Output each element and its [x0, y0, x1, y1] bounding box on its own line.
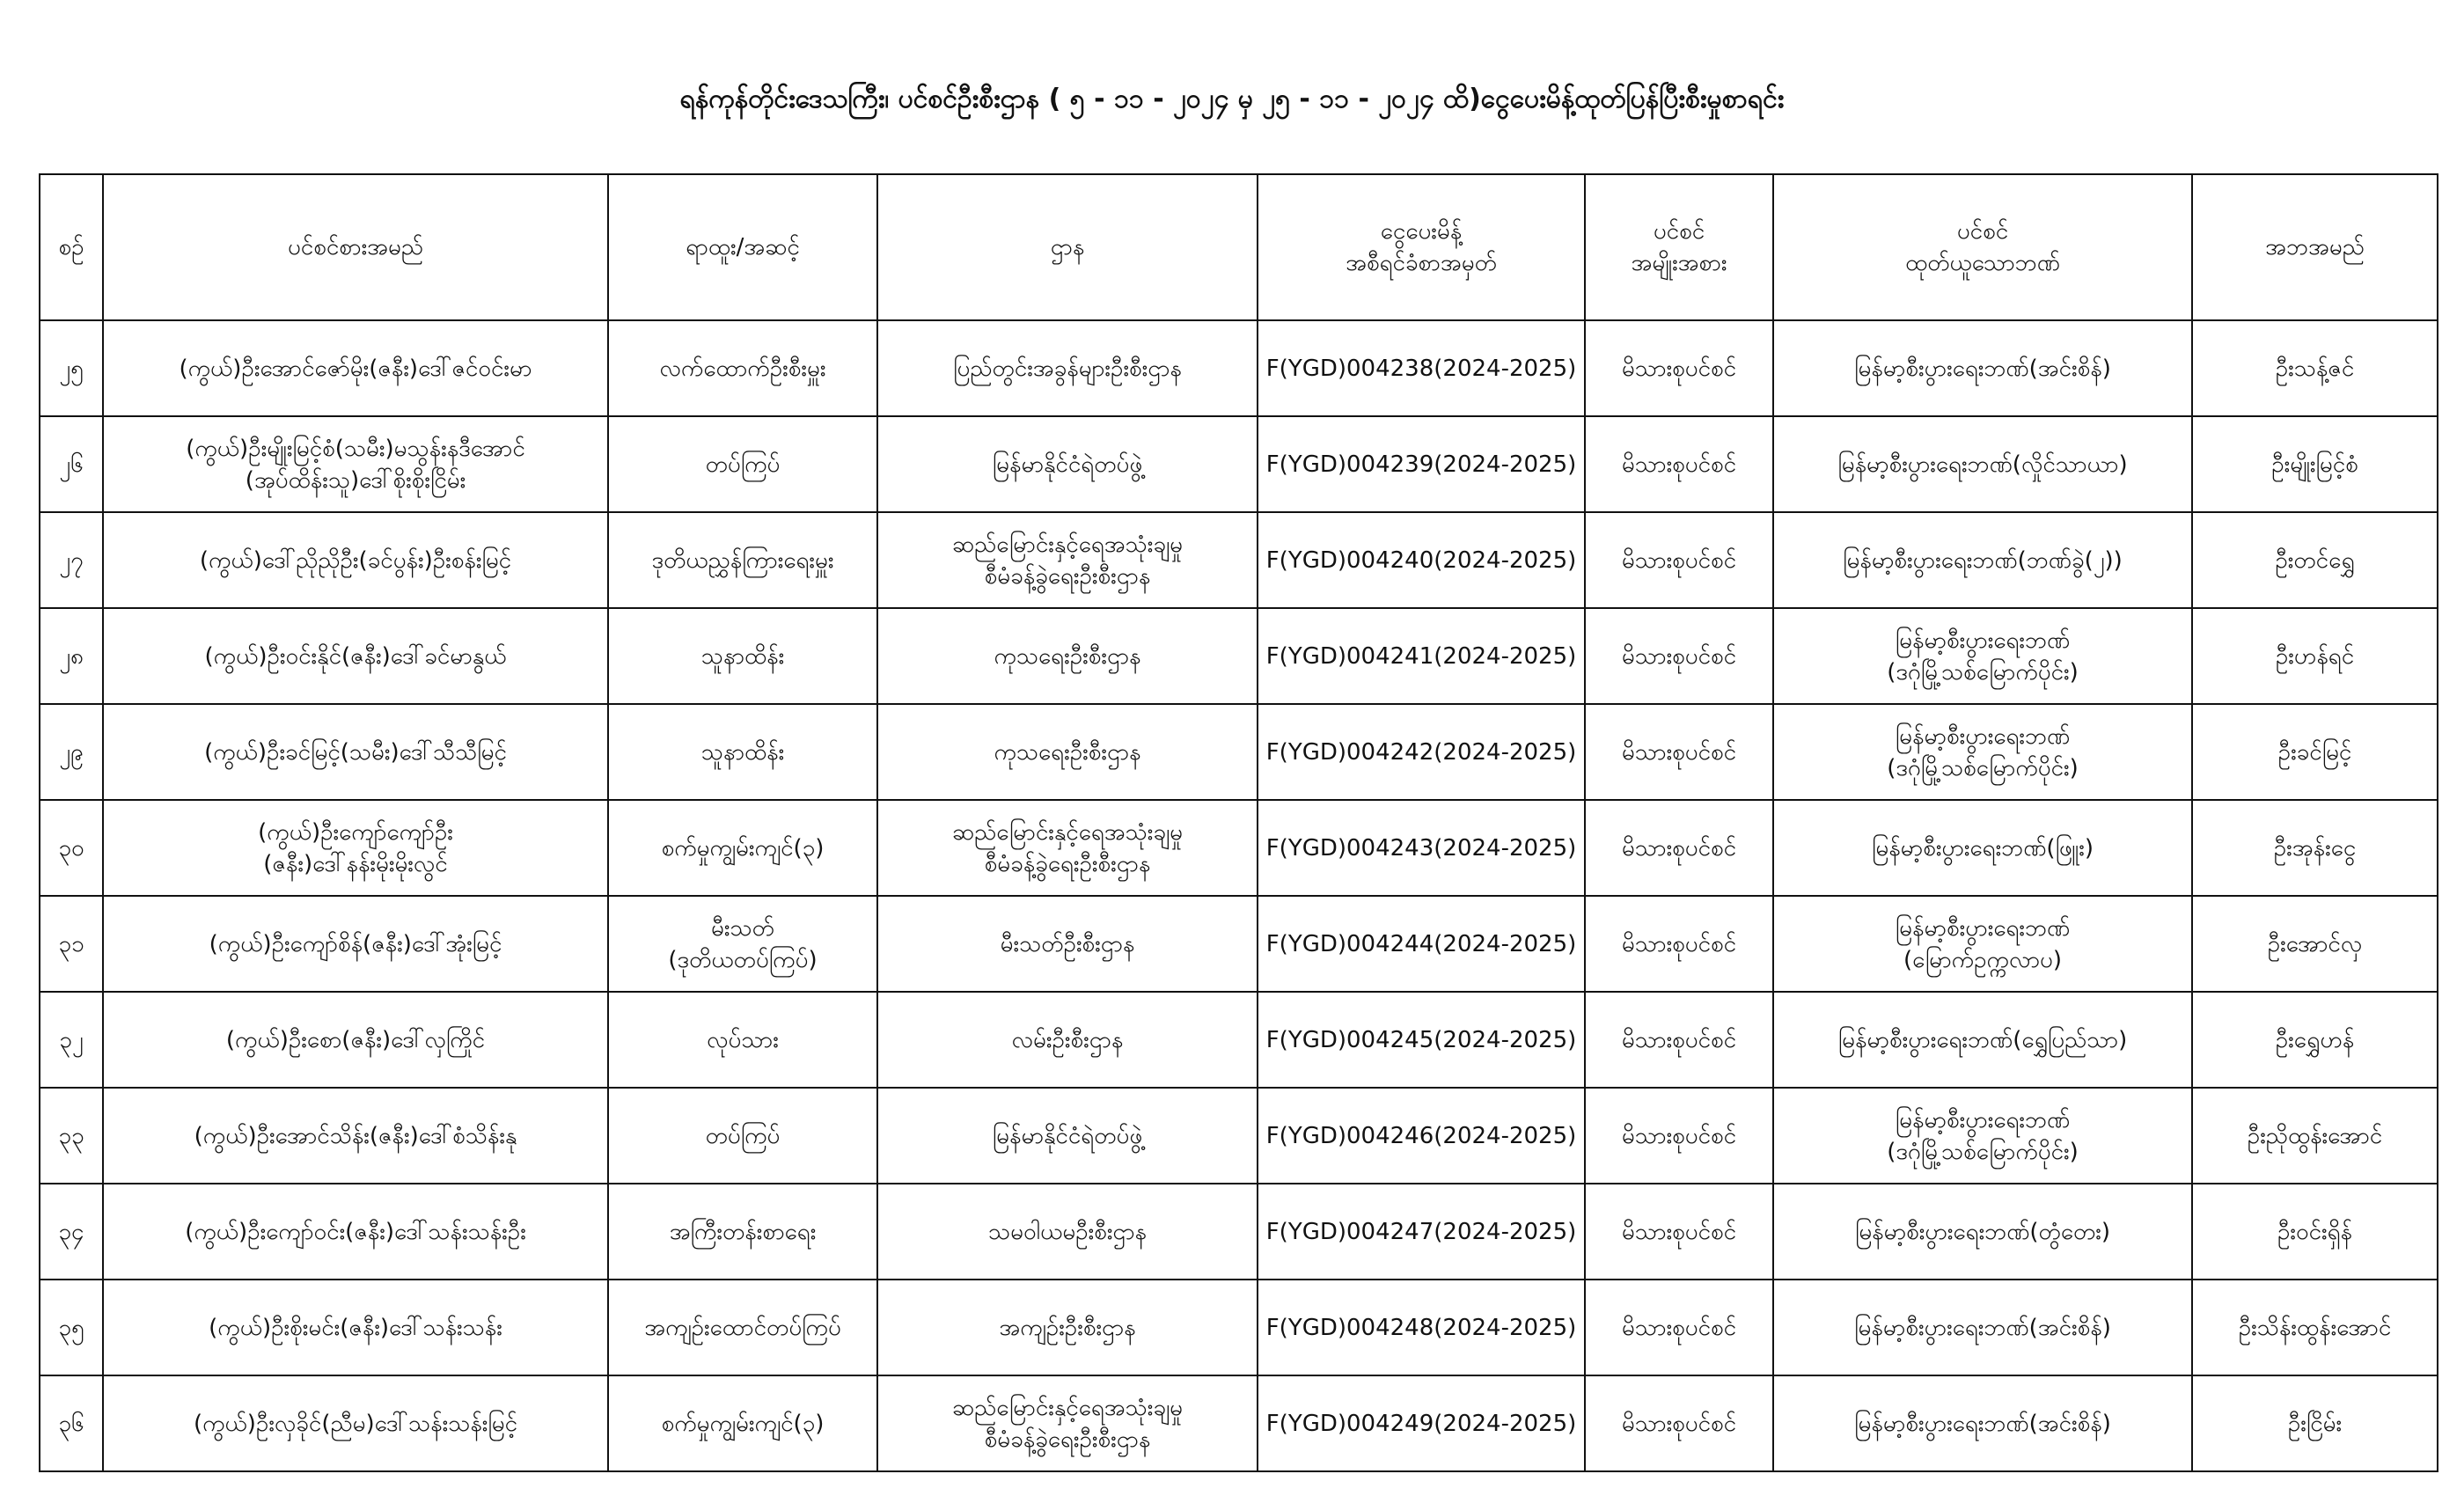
cell-type: မိသားစုပင်စင်	[1585, 992, 1773, 1088]
cell-line: (ကွယ်)ဦးကျော်စိန်(ဇနီး)ဒေါ်အုံးမြင့်	[209, 930, 502, 957]
cell-bank	[1773, 416, 2192, 512]
cell-dept	[877, 1184, 1258, 1280]
cell-no: ၃၀	[40, 800, 103, 896]
cell-bank	[1773, 608, 2192, 704]
cell-name	[103, 416, 608, 512]
cell-line: (ကွယ်)ဦးလှခိုင်(ညီမ)ဒေါ်သန်းသန်းမြင့်	[193, 1410, 518, 1437]
header-order	[1258, 174, 1585, 320]
header-line: ရာထူး/အဆင့်	[686, 234, 800, 260]
cell-line: မြန်မာ့စီးပွားရေးဘဏ်(အင်းစိန်)	[1854, 1410, 2111, 1437]
cell-order: F(YGD)004249(2024-2025)	[1258, 1375, 1585, 1471]
cell-name	[103, 608, 608, 704]
cell-type: မိသားစုပင်စင်	[1585, 320, 1773, 416]
cell-line: မြန်မာ့စီးပွားရေးဘဏ်(ရွှေပြည်သာ)	[1837, 1026, 2128, 1053]
cell-line: (ကွယ်)ဦးကျော်ဝင်း(ဇနီး)ဒေါ်သန်းသန်းဦး	[185, 1218, 526, 1245]
cell-line: စီမံခန့်ခွဲရေးဦးစီးဌာန	[984, 1426, 1151, 1453]
header-line: အစီရင်ခံစာအမှတ်	[1346, 250, 1497, 276]
cell-bank	[1773, 992, 2192, 1088]
table-row	[40, 608, 2438, 704]
header-no	[40, 174, 103, 320]
cell-type: မိသားစုပင်စင်	[1585, 512, 1773, 608]
cell-rank	[608, 992, 877, 1088]
cell-ref: ဦးမျိုးမြင့်စံ	[2192, 416, 2438, 512]
cell-line: စီမံခန့်ခွဲရေးဦးစီးဌာန	[984, 850, 1151, 877]
table-body	[40, 320, 2438, 1471]
header-line: စဉ်	[58, 234, 84, 260]
cell-ref: ဦးခင်မြင့်	[2192, 704, 2438, 800]
cell-rank	[608, 1184, 877, 1280]
header-line: ငွေပေးမိန့်	[1380, 218, 1463, 245]
cell-line: စက်မှုကျွမ်းကျင်(၃)	[661, 1410, 825, 1437]
cell-ref: ဦးသန့်ဇင်	[2192, 320, 2438, 416]
cell-ref: ဦးဟန်ရင်	[2192, 608, 2438, 704]
cell-bank	[1773, 320, 2192, 416]
cell-line: မီးသတ်	[711, 914, 774, 942]
cell-dept	[877, 992, 1258, 1088]
cell-line: (ကွယ်)ဦးစော(ဇနီး)ဒေါ်လှကြိုင်	[225, 1026, 486, 1053]
cell-no: ၂၈	[40, 608, 103, 704]
cell-ref: ဦးသိန်းထွန်းအောင်	[2192, 1280, 2438, 1375]
cell-line: (ကွယ်)ဦးစိုးမင်း(ဇနီး)ဒေါ်သန်းသန်း	[209, 1314, 502, 1341]
cell-line: (ဇနီး)ဒေါ်နန်းမိုးမိုးလွင်	[263, 850, 448, 877]
cell-line: (ကွယ်)ဦးဝင်းနိုင်(ဇနီး)ဒေါ်ခင်မာနွယ်	[204, 642, 507, 670]
cell-order: F(YGD)004239(2024-2025)	[1258, 416, 1585, 512]
cell-ref: ဦးညိုထွန်းအောင်	[2192, 1088, 2438, 1184]
cell-order: F(YGD)004246(2024-2025)	[1258, 1088, 1585, 1184]
cell-rank	[608, 1375, 877, 1471]
cell-bank	[1773, 512, 2192, 608]
cell-order: F(YGD)004245(2024-2025)	[1258, 992, 1585, 1088]
cell-line: သူနာထိန်း	[700, 642, 785, 670]
cell-rank	[608, 1088, 877, 1184]
cell-line: အကျဉ်းဦးစီးဌာန	[999, 1314, 1136, 1341]
cell-line: (ကွယ်)ဦးခင်မြင့်(သမီး)ဒေါ်သီသီမြင့်	[204, 738, 507, 766]
header-line: ဌာန	[1050, 234, 1085, 260]
cell-no: ၃၄	[40, 1184, 103, 1280]
table-row	[40, 1088, 2438, 1184]
cell-line: ကုသရေးဦးစီးဌာန	[994, 642, 1141, 670]
table-row	[40, 704, 2438, 800]
cell-line: မြန်မာနိုင်ငံရဲတပ်ဖွဲ့	[992, 451, 1143, 478]
cell-line: ဒုတိယညွှန်ကြားရေးမှူး	[651, 546, 834, 574]
pension-table	[39, 173, 2438, 1472]
cell-name	[103, 1088, 608, 1184]
cell-line: မြန်မာ့စီးပွားရေးဘဏ်(ဘဏ်ခွဲ(၂))	[1843, 546, 2123, 574]
cell-type: မိသားစုပင်စင်	[1585, 1280, 1773, 1375]
cell-no: ၃၁	[40, 896, 103, 992]
cell-no: ၂၅	[40, 320, 103, 416]
cell-bank	[1773, 1088, 2192, 1184]
cell-rank	[608, 704, 877, 800]
cell-line: (အုပ်ထိန်းသူ)ဒေါ်စိုးစိုးငြိမ်း	[245, 466, 466, 494]
cell-no: ၂၆	[40, 416, 103, 512]
cell-line: လမ်းဦးစီးဌာန	[1011, 1026, 1124, 1053]
cell-ref: ဦးတင်ရွှေ	[2192, 512, 2438, 608]
cell-dept	[877, 608, 1258, 704]
table-row	[40, 992, 2438, 1088]
cell-line: (မြောက်ဥက္ကလာပ)	[1903, 946, 2063, 973]
cell-dept	[877, 1375, 1258, 1471]
cell-line: ပြည်တွင်းအခွန်များဦးစီးဌာန	[953, 355, 1182, 382]
cell-line: အကျဉ်းထောင်တပ်ကြပ်	[644, 1314, 841, 1341]
cell-type: မိသားစုပင်စင်	[1585, 896, 1773, 992]
cell-bank	[1773, 800, 2192, 896]
cell-bank	[1773, 1375, 2192, 1471]
cell-order: F(YGD)004241(2024-2025)	[1258, 608, 1585, 704]
cell-type: မိသားစုပင်စင်	[1585, 1088, 1773, 1184]
cell-line: (ဒဂုံမြို့သစ်မြောက်ပိုင်း)	[1887, 1138, 2079, 1165]
cell-line: မြန်မာ့စီးပွားရေးဘဏ်(လှိုင်သာယာ)	[1837, 451, 2128, 478]
header-type	[1585, 174, 1773, 320]
header-line: အဘအမည်	[2265, 234, 2365, 260]
cell-line: (ကွယ်)ဒေါ်ညိုညိုဦး(ခင်ပွန်း)ဦးစန်းမြင့်	[199, 546, 512, 574]
cell-order: F(YGD)004244(2024-2025)	[1258, 896, 1585, 992]
table-row	[40, 896, 2438, 992]
cell-ref: ဦးငြိမ်း	[2192, 1375, 2438, 1471]
cell-dept	[877, 320, 1258, 416]
header-line: ပင်စင်	[1956, 218, 2009, 245]
cell-type: မိသားစုပင်စင်	[1585, 416, 1773, 512]
cell-dept	[877, 704, 1258, 800]
cell-name	[103, 1375, 608, 1471]
table-row	[40, 1184, 2438, 1280]
cell-type: မိသားစုပင်စင်	[1585, 1375, 1773, 1471]
cell-bank	[1773, 896, 2192, 992]
table-row	[40, 800, 2438, 896]
cell-order: F(YGD)004247(2024-2025)	[1258, 1184, 1585, 1280]
cell-line: (ဒဂုံမြို့သစ်မြောက်ပိုင်း)	[1887, 754, 2079, 781]
header-line: ပင်စင်စားအမည်	[287, 234, 424, 260]
cell-line: မီးသတ်ဦးစီးဌာန	[1000, 930, 1135, 957]
cell-rank	[608, 608, 877, 704]
cell-line: မြန်မာ့စီးပွားရေးဘဏ်	[1895, 627, 2071, 654]
cell-order: F(YGD)004248(2024-2025)	[1258, 1280, 1585, 1375]
table-row	[40, 512, 2438, 608]
cell-name	[103, 320, 608, 416]
header-bank	[1773, 174, 2192, 320]
header-line: ပင်စင်	[1653, 218, 1705, 245]
cell-name	[103, 1280, 608, 1375]
table-row	[40, 1280, 2438, 1375]
cell-no: ၃၃	[40, 1088, 103, 1184]
cell-line: မြန်မာ့စီးပွားရေးဘဏ်	[1895, 914, 2071, 942]
cell-rank	[608, 1280, 877, 1375]
cell-name	[103, 512, 608, 608]
cell-type: မိသားစုပင်စင်	[1585, 704, 1773, 800]
cell-no: ၃၅	[40, 1280, 103, 1375]
cell-ref: ဦးအောင်လှ	[2192, 896, 2438, 992]
cell-type: မိသားစုပင်စင်	[1585, 800, 1773, 896]
cell-line: မြန်မာနိုင်ငံရဲတပ်ဖွဲ့	[992, 1122, 1143, 1149]
cell-line: ဆည်မြောင်းနှင့်ရေအသုံးချမှု	[952, 818, 1183, 846]
cell-line: စက်မှုကျွမ်းကျင်(၃)	[661, 834, 825, 862]
cell-line: မြန်မာ့စီးပွားရေးဘဏ်(အင်းစိန်)	[1854, 355, 2111, 382]
header-line: ထုတ်ယူသောဘဏ်	[1905, 250, 2060, 276]
cell-name	[103, 800, 608, 896]
cell-rank	[608, 512, 877, 608]
cell-no: ၂၉	[40, 704, 103, 800]
cell-name	[103, 896, 608, 992]
cell-bank	[1773, 704, 2192, 800]
cell-line: သမဝါယမဦးစီးဌာန	[988, 1218, 1147, 1245]
header-dept	[877, 174, 1258, 320]
cell-rank	[608, 896, 877, 992]
cell-dept	[877, 1088, 1258, 1184]
cell-line: မြန်မာ့စီးပွားရေးဘဏ်(ဖြူး)	[1871, 834, 2094, 862]
cell-bank	[1773, 1184, 2192, 1280]
cell-line: စီမံခန့်ခွဲရေးဦးစီးဌာန	[984, 562, 1151, 590]
page-title: ရန်ကုန်တိုင်းဒေသကြီး၊ ပင်စင်ဦးစီးဌာန ( ၅ - ၁၁ - ၂၀၂၄ မှ ၂၅ - ၁၁ - ၂၀၂၄ ထိ)ငွေပေးမိန့်ထုတ်ပြန်ပြီးစီးမှုစာရင်း	[679, 84, 1785, 114]
cell-line: (ဒုတိယတပ်ကြပ်)	[668, 946, 818, 973]
cell-line: ဆည်မြောင်းနှင့်ရေအသုံးချမှု	[952, 531, 1183, 558]
cell-dept	[877, 896, 1258, 992]
cell-line: လက်ထောက်ဦးစီးမှူး	[659, 355, 826, 382]
cell-dept	[877, 416, 1258, 512]
cell-type: မိသားစုပင်စင်	[1585, 1184, 1773, 1280]
header-name	[103, 174, 608, 320]
cell-line: ကုသရေးဦးစီးဌာန	[994, 738, 1141, 766]
header-line: အမျိုးအစား	[1631, 250, 1727, 276]
table-row	[40, 416, 2438, 512]
header-rank	[608, 174, 877, 320]
cell-order: F(YGD)004238(2024-2025)	[1258, 320, 1585, 416]
cell-name	[103, 1184, 608, 1280]
cell-line: လုပ်သား	[707, 1026, 779, 1053]
table-row	[40, 1375, 2438, 1471]
cell-order: F(YGD)004242(2024-2025)	[1258, 704, 1585, 800]
cell-line: (ကွယ်)ဦးကျော်ကျော်ဦး	[258, 818, 453, 846]
cell-order: F(YGD)004243(2024-2025)	[1258, 800, 1585, 896]
cell-dept	[877, 512, 1258, 608]
cell-ref: ဦးအုန်းငွေ	[2192, 800, 2438, 896]
cell-line: (ကွယ်)ဦးအောင်သိန်း(ဇနီး)ဒေါ်စံသိန်းနု	[194, 1122, 517, 1149]
cell-no: ၃၆	[40, 1375, 103, 1471]
cell-no: ၂၇	[40, 512, 103, 608]
header-ref	[2192, 174, 2438, 320]
cell-line: မြန်မာ့စီးပွားရေးဘဏ်	[1895, 1106, 2071, 1133]
table-row	[40, 320, 2438, 416]
cell-line: တပ်ကြပ်	[705, 1122, 781, 1149]
cell-ref: ဦးဝင်းရှိန်	[2192, 1184, 2438, 1280]
table-header-row	[40, 174, 2438, 320]
cell-line: (ကွယ်)ဦးမျိုးမြင့်စံ(သမီး)မသွန်းနဒီအောင်	[186, 435, 525, 462]
cell-no: ၃၂	[40, 992, 103, 1088]
cell-line: ဆည်မြောင်းနှင့်ရေအသုံးချမှု	[952, 1394, 1183, 1421]
cell-ref: ဦးရွှေဟန်	[2192, 992, 2438, 1088]
cell-dept	[877, 800, 1258, 896]
cell-line: သူနာထိန်း	[700, 738, 785, 766]
cell-line: မြန်မာ့စီးပွားရေးဘဏ်(တွံတေး)	[1854, 1218, 2111, 1245]
cell-rank	[608, 800, 877, 896]
cell-order: F(YGD)004240(2024-2025)	[1258, 512, 1585, 608]
cell-line: မြန်မာ့စီးပွားရေးဘဏ်(အင်းစိန်)	[1854, 1314, 2111, 1341]
cell-bank	[1773, 1280, 2192, 1375]
cell-dept	[877, 1280, 1258, 1375]
cell-line: တပ်ကြပ်	[705, 451, 781, 478]
cell-name	[103, 992, 608, 1088]
cell-line: (ဒဂုံမြို့သစ်မြောက်ပိုင်း)	[1887, 658, 2079, 686]
cell-line: အကြီးတန်းစာရေး	[669, 1218, 817, 1245]
cell-line: မြန်မာ့စီးပွားရေးဘဏ်	[1895, 722, 2071, 750]
cell-rank	[608, 416, 877, 512]
cell-rank	[608, 320, 877, 416]
cell-type: မိသားစုပင်စင်	[1585, 608, 1773, 704]
cell-name	[103, 704, 608, 800]
cell-line: (ကွယ်)ဦးအောင်ဇော်မိုး(ဇနီး)ဒေါ်ဇင်ဝင်းမာ	[179, 355, 532, 382]
